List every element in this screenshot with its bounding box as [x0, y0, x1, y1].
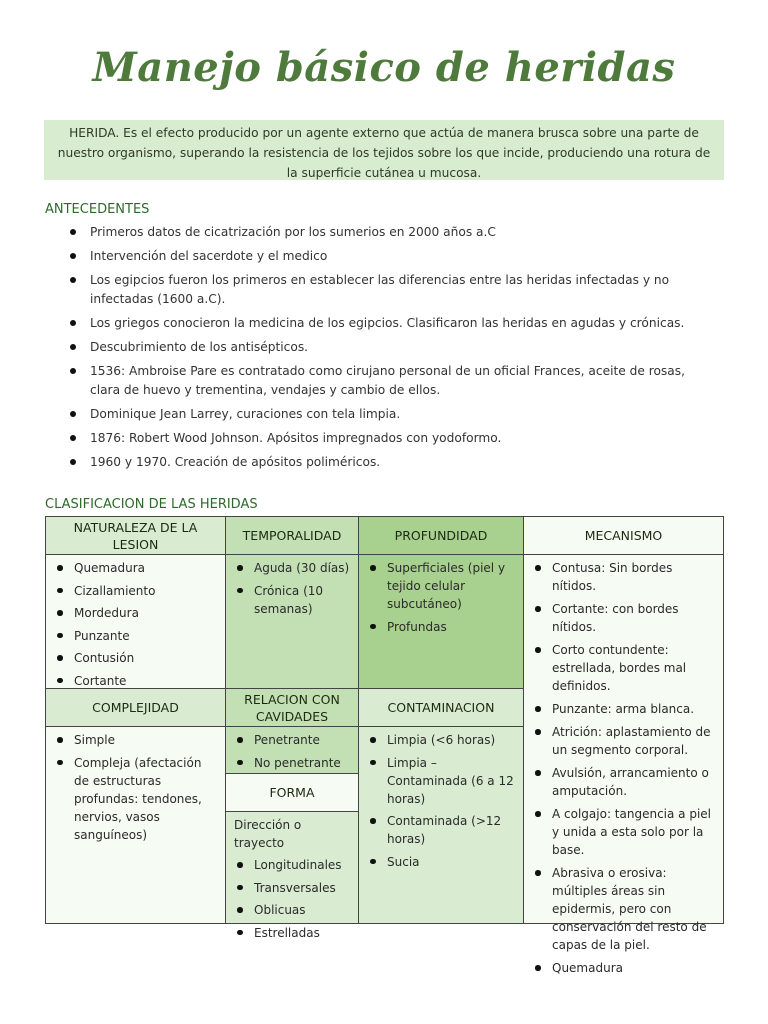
- list-item: Contusión: [54, 649, 219, 667]
- list-item: 1960 y 1970. Creación de apósitos poliméricos.: [70, 453, 710, 472]
- list-item: A colgajo: tangencia a piel y unida a esta solo por la base.: [532, 805, 717, 859]
- definition-term: HERIDA.: [69, 126, 120, 140]
- list-item: Los egipcios fueron los primeros en establecer las diferencias entre las heridas infectadas y no infectadas (1600 a.C).: [70, 271, 710, 309]
- list-item: Limpia – Contaminada (6 a 12 horas): [367, 754, 517, 808]
- page-title: Manejo básico de heridas: [92, 44, 676, 91]
- list-item: Contaminada (>12 horas): [367, 812, 517, 848]
- header-relacion-cavidades: RELACION CON CAVIDADES: [226, 689, 359, 727]
- list-item: Los griegos conocieron la medicina de los egipcios. Clasificaron las heridas en agudas y crónicas.: [70, 314, 710, 333]
- list-item: Punzante: arma blanca.: [532, 700, 717, 718]
- cell-forma: [226, 812, 359, 940]
- list-item: Cizallamiento: [54, 582, 219, 600]
- cell-profundidad: [359, 555, 524, 689]
- header-temporalidad: TEMPORALIDAD: [226, 517, 359, 555]
- list-item: Contusa: Sin bordes nítidos.: [532, 559, 717, 595]
- list-item: No penetrante: [234, 754, 352, 772]
- header-forma: FORMA: [226, 774, 359, 812]
- clasificacion-heading: CLASIFICACION DE LAS HERIDAS: [45, 497, 258, 512]
- list-item: Oblicuas: [234, 901, 352, 919]
- header-profundidad: PROFUNDIDAD: [359, 517, 524, 555]
- list-item: Profundas: [367, 618, 517, 636]
- cell-temporalidad: [226, 555, 359, 689]
- header-complejidad: COMPLEJIDAD: [46, 689, 226, 727]
- cell-contaminacion: [359, 727, 524, 923]
- list-item: Cortante: [54, 672, 219, 690]
- antecedentes-heading: ANTECEDENTES: [45, 202, 150, 217]
- cell-naturaleza: [46, 555, 226, 689]
- list-item: Simple: [54, 731, 219, 749]
- list-item: Punzante: [54, 627, 219, 645]
- clasificacion-table: [45, 516, 724, 975]
- list-item: Estrelladas: [234, 924, 352, 942]
- list-item: Transversales: [234, 879, 352, 897]
- header-naturaleza: NATURALEZA DE LA LESION: [46, 517, 226, 555]
- list-item: Corto contundente: estrellada, bordes mal definidos.: [532, 641, 717, 695]
- list-item: Quemadura: [54, 559, 219, 577]
- list-item: Quemadura: [532, 959, 717, 977]
- list-item: Aguda (30 días): [234, 559, 352, 577]
- cell-complejidad: [46, 727, 226, 923]
- list-item: 1536: Ambroise Pare es contratado como cirujano personal de un oficial Frances, aceite de rosas, clara de huevo y trementina, vendajes y cambio de ellos.: [70, 362, 710, 400]
- forma-intro: Dirección o trayecto: [234, 818, 302, 850]
- list-item: Superficiales (piel y tejido celular subcutáneo): [367, 559, 517, 613]
- list-item: Longitudinales: [234, 856, 352, 874]
- list-item: Mordedura: [54, 604, 219, 622]
- list-item: Descubrimiento de los antisépticos.: [70, 338, 710, 357]
- list-item: Penetrante: [234, 731, 352, 749]
- list-item: Crónica (10 semanas): [234, 582, 352, 618]
- antecedentes-list: [70, 223, 710, 477]
- definition-box: [44, 120, 724, 180]
- list-item: Limpia (<6 horas): [367, 731, 517, 749]
- list-item: Atrición: aplastamiento de un segmento corporal.: [532, 723, 717, 759]
- list-item: Compleja (afectación de estructuras profundas: tendones, nervios, vasos sanguíneos): [54, 754, 219, 844]
- cell-relacion-cavidades: [226, 727, 359, 774]
- header-mecanismo: MECANISMO: [524, 517, 723, 555]
- list-item: Sucia: [367, 853, 517, 871]
- header-contaminacion: CONTAMINACION: [359, 689, 524, 727]
- list-item: Abrasiva o erosiva: múltiples áreas sin epidermis, pero con conservación del resto de capas de la piel.: [532, 864, 717, 954]
- list-item: Cortante: con bordes nítidos.: [532, 600, 717, 636]
- list-item: 1876: Robert Wood Johnson. Apósitos impregnados con yodoformo.: [70, 429, 710, 448]
- definition-text: Es el efecto producido por un agente externo que actúa de manera brusca sobre una parte de nuestro organismo, superando la resistencia de los tejidos sobre los que incide, produciendo una rotura de la superficie cutánea u mucosa.: [57, 126, 711, 180]
- list-item: Intervención del sacerdote y el medico: [70, 247, 710, 266]
- list-item: Primeros datos de cicatrización por los sumerios en 2000 años a.C: [70, 223, 710, 242]
- list-item: Avulsión, arrancamiento o amputación.: [532, 764, 717, 800]
- list-item: Dominique Jean Larrey, curaciones con tela limpia.: [70, 405, 710, 424]
- cell-mecanismo: [524, 555, 723, 975]
